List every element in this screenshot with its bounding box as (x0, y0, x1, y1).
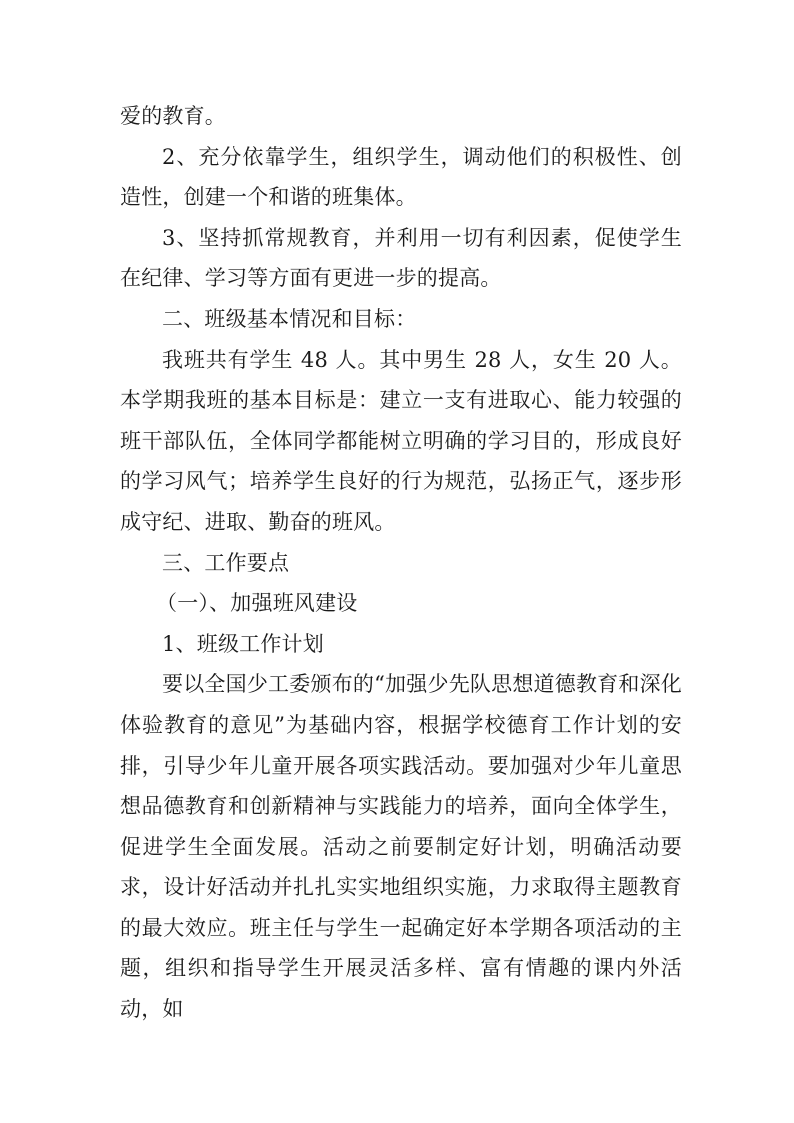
item-1-heading: 1、班级工作计划 (162, 631, 324, 656)
section-2-heading: 二、班级基本情况和目标： (162, 306, 417, 331)
document-body (120, 96, 682, 1030)
section-2-body: 我班共有学生 48 人。其中男生 28 人，女生 20 人。本学期我班的基本目标是：建立一支有进取心、能力较强的班干部队伍，全体同学都能树立明确的学习目的，形成良好的学习风气；培养学生良好的行为规范，弘扬正气，逐步形成守纪、进取、勤奋的班风。 (120, 347, 682, 534)
item-1-body: 要以全国少工委颁布的“加强少先队思想道德教育和深化体验教育的意见”为基础内容，根据学校德育工作计划的安排，引导少年儿童开展各项实践活动。要加强对少年儿童思想品德教育和创新精神与实践能力的培养，面向全体学生，促进学生全面发展。活动之前要制定好计划，明确活动要求，设计好活动并扎扎实实地组织实施，力求取得主题教育的最大效应。班主任与学生一起确定好本学期各项活动的主题，组织和指导学生开展灵活多样、富有情趣的课内外活动，如 (120, 672, 682, 1022)
section-3-heading: 三、工作要点 (162, 550, 290, 575)
subsection-1-heading: （一）、加强班风建设 (156, 591, 358, 616)
list-item-3: 3、坚持抓常规教育，并利用一切有利因素，促使学生在纪律、学习等方面有更进一步的提高。 (120, 225, 682, 291)
continued-paragraph: 爱的教育。 (120, 104, 226, 128)
list-item-2: 2、充分依靠学生，组织学生，调动他们的积极性、创造性，创建一个和谐的班集体。 (120, 144, 682, 210)
